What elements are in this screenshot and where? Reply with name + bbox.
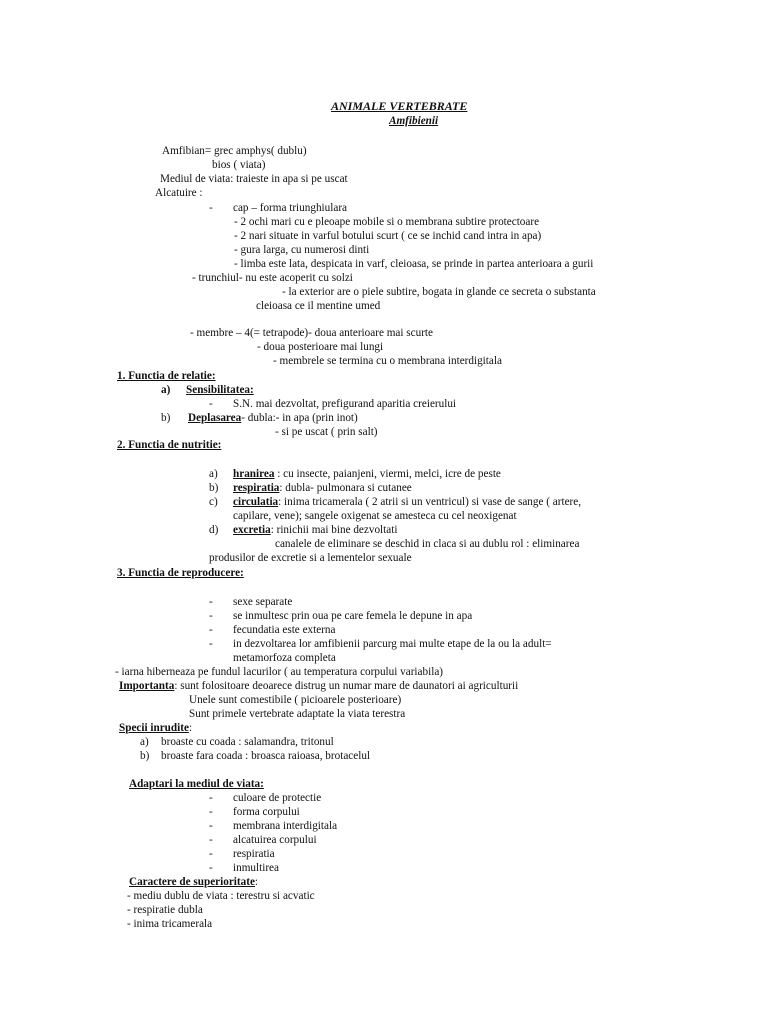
list-label: b) — [209, 482, 219, 494]
intro-line: Amfibian= grec amphys( dublu) — [162, 145, 307, 157]
importanta-text: Unele sunt comestibile ( picioarele posterioare) — [189, 694, 402, 706]
bullet-dash: - — [209, 624, 213, 636]
bullet-dash: - — [209, 202, 213, 214]
alcatuire-line: - membrele se termina cu o membrana interdigitala — [273, 355, 502, 367]
intro-line: Mediul de viata: traieste in apa si pe uscat — [160, 173, 348, 185]
reproducere-iarna: - iarna hiberneaza pe fundul lacurilor ( au temperatura corpului variabila) — [115, 666, 444, 678]
bullet-dash: - — [209, 596, 213, 608]
relatie-text: - si pe uscat ( prin salt) — [275, 426, 378, 438]
list-label: c) — [209, 496, 218, 508]
list-item-cont: metamorfoza completa — [233, 652, 336, 664]
colon: : — [254, 876, 259, 888]
section-heading-caractere: Caractere de superioritate — [129, 876, 255, 888]
nutritie-text: capilare, vene); sangele oxigenat se amesteca cu cel neoxigenat — [233, 510, 517, 522]
subheading-hranirea: hranirea — [233, 468, 275, 480]
alcatuire-line: - la exterior are o piele subtire, bogata in glande ce secreta o substanta — [282, 286, 596, 298]
bullet-dash: - — [209, 792, 213, 804]
page-subtitle: Amfibienii — [389, 115, 439, 127]
colon: : — [188, 722, 193, 734]
alcatuire-line: - 2 nari situate in varful botului scurt ( ce se inchid cand intra in apa) — [234, 230, 542, 242]
subheading-sensibilitatea: Sensibilitatea: — [186, 384, 254, 396]
list-item: culoare de protectie — [233, 792, 322, 804]
section-heading-reproducere: 3. Functia de reproducere: — [117, 567, 244, 579]
bullet-dash: - — [209, 610, 213, 622]
specii-item: broaste fara coada : broasca raioasa, brotacelul — [161, 750, 371, 762]
section-heading-nutritie: 2. Functia de nutritie: — [117, 439, 222, 451]
alcatuire-line: cleioasa ce il mentine umed — [256, 300, 381, 312]
page-title: ANIMALE VERTEBRATE — [331, 99, 468, 113]
list-item: - respiratie dubla — [127, 904, 203, 916]
subheading-circulatia: circulatia — [233, 496, 279, 508]
nutritie-text: : rinichii mai bine dezvoltati — [270, 524, 398, 536]
bullet-dash: - — [209, 638, 213, 650]
nutritie-text: : dubla- pulmonara si cutanee — [279, 482, 412, 494]
intro-line: Alcatuire : — [155, 187, 203, 199]
list-label: a) — [140, 736, 149, 748]
list-item: - mediu dublu de viata : terestru si acvatic — [127, 890, 315, 902]
section-heading-adaptari: Adaptari la mediul de viata: — [129, 778, 264, 790]
list-label: b) — [161, 412, 171, 424]
bullet-dash: - — [209, 834, 213, 846]
list-item: in dezvoltarea lor amfibienii parcurg mai multe etape de la ou la adult= — [233, 638, 552, 650]
bullet-dash: - — [209, 806, 213, 818]
nutritie-text: canalele de eliminare se deschid in claca si au dublu rol : eliminarea — [275, 538, 580, 550]
list-label: a) — [209, 468, 218, 480]
intro-line: bios ( viata) — [212, 159, 266, 171]
alcatuire-trunchi: - trunchiul- nu este acoperit cu solzi — [192, 272, 353, 284]
list-label: d) — [209, 524, 219, 536]
importanta-text: : sunt folositoare deoarece distrug un numar mare de daunatori ai agriculturii — [174, 680, 519, 692]
relatie-text: S.N. mai dezvoltat, prefigurand aparitia creierului — [233, 398, 457, 410]
subheading-excretia: excretia — [233, 524, 271, 536]
nutritie-text: : inima tricamerala ( 2 atrii si un ventricul) si vase de sange ( artere, — [278, 496, 582, 508]
importanta-text: Sunt primele vertebrate adaptate la viata terestra — [189, 708, 406, 720]
list-item: - inima tricamerala — [127, 918, 213, 930]
subheading-deplasarea: Deplasarea — [188, 412, 242, 424]
alcatuire-membre: - membre – 4(= tetrapode)- doua anterioare mai scurte — [190, 327, 434, 339]
relatie-deplasarea-line — [188, 412, 358, 425]
alcatuire-cap: cap – forma triunghiulara — [233, 202, 348, 214]
bullet-dash: - — [209, 820, 213, 832]
bullet-dash: - — [209, 862, 213, 874]
subheading-respiratia: respiratia — [233, 482, 280, 494]
list-item: sexe separate — [233, 596, 293, 608]
alcatuire-line: - gura larga, cu numerosi dinti — [234, 244, 370, 256]
bullet-dash: - — [209, 398, 213, 410]
specii-item: broaste cu coada : salamandra, tritonul — [161, 736, 334, 748]
list-item: membrana interdigitala — [233, 820, 338, 832]
list-label: a) — [161, 384, 171, 396]
bullet-dash: - — [209, 848, 213, 860]
list-item: forma corpului — [233, 806, 300, 818]
list-item: respiratia — [233, 848, 275, 860]
alcatuire-line: - limba este lata, despicata in varf, cleioasa, se prinde in partea anterioara a gurii — [234, 258, 594, 270]
list-item: inmultirea — [233, 862, 279, 874]
label-importanta: Importanta — [119, 680, 175, 692]
relatie-text: - dubla:- in apa (prin inot) — [241, 412, 358, 424]
section-heading-relatie: 1. Functia de relatie: — [117, 370, 216, 382]
list-item: se inmultesc prin oua pe care femela le depune in apa — [233, 610, 473, 622]
alcatuire-line: - doua posterioare mai lungi — [257, 341, 384, 353]
label-specii-inrudite: Specii inrudite — [119, 722, 189, 734]
nutritie-text: : cu insecte, paianjeni, viermi, melci, icre de peste — [274, 468, 501, 480]
alcatuire-line: - 2 ochi mari cu e pleoape mobile si o membrana subtire protectoare — [234, 216, 540, 228]
list-item: alcatuirea corpului — [233, 834, 317, 846]
list-label: b) — [140, 750, 150, 762]
list-item: fecundatia este externa — [233, 624, 336, 636]
nutritie-text: produsilor de excretie si a lementelor sexuale — [209, 552, 412, 564]
